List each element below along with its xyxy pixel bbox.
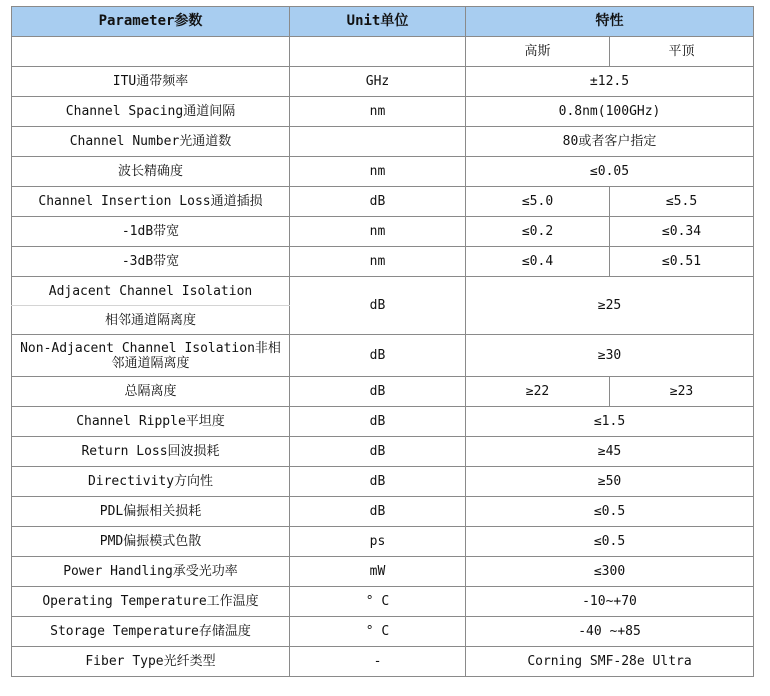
param-cell: Return Loss回波损耗: [12, 437, 290, 467]
unit-cell: nm: [290, 217, 466, 247]
table-row: [12, 247, 754, 277]
unit-cell: nm: [290, 157, 466, 187]
param-cell: PMD偏振模式色散: [12, 527, 290, 557]
table-row: [12, 187, 754, 217]
subheader-blank: [12, 37, 290, 67]
param-cell: Channel Insertion Loss通道插损: [12, 187, 290, 217]
param-cell: Operating Temperature工作温度: [12, 587, 290, 617]
subheader-blank: [290, 37, 466, 67]
value-cell: Corning SMF-28e Ultra: [466, 647, 754, 677]
table-row: [12, 467, 754, 497]
gaussian-value-cell: ≤5.0: [466, 187, 610, 217]
table-row: [12, 527, 754, 557]
value-cell: -10~+70: [466, 587, 754, 617]
unit-cell: dB: [290, 335, 466, 377]
table-row: [12, 587, 754, 617]
flattop-value-cell: ≤0.51: [610, 247, 754, 277]
table-row: [12, 407, 754, 437]
unit-cell: nm: [290, 247, 466, 277]
value-cell: 80或者客户指定: [466, 127, 754, 157]
param-cell: ITU通带频率: [12, 67, 290, 97]
param-cell: Adjacent Channel Isolation: [12, 277, 290, 306]
param-cell: Fiber Type光纤类型: [12, 647, 290, 677]
value-cell: ≤0.05: [466, 157, 754, 187]
flattop-value-cell: ≤5.5: [610, 187, 754, 217]
subheader-flattop: 平顶: [610, 37, 754, 67]
param-cell: Power Handling承受光功率: [12, 557, 290, 587]
param-cell: Directivity方向性: [12, 467, 290, 497]
unit-cell: nm: [290, 97, 466, 127]
unit-cell: dB: [290, 277, 466, 335]
value-cell: ≥45: [466, 437, 754, 467]
unit-cell: GHz: [290, 67, 466, 97]
subheader-gaussian: 高斯: [466, 37, 610, 67]
param-cell: -1dB带宽: [12, 217, 290, 247]
table-row: [12, 647, 754, 677]
subheader-row: [12, 37, 754, 67]
table-row: [12, 67, 754, 97]
spec-table: [11, 6, 754, 677]
value-cell: -40 ~+85: [466, 617, 754, 647]
unit-cell: [290, 127, 466, 157]
value-cell: ≤0.5: [466, 497, 754, 527]
unit-cell: dB: [290, 467, 466, 497]
table-row: [12, 557, 754, 587]
header-characteristic: 特性: [466, 7, 754, 37]
gaussian-value-cell: ≤0.2: [466, 217, 610, 247]
unit-cell: dB: [290, 497, 466, 527]
table-row: [12, 157, 754, 187]
value-cell: 0.8nm(100GHz): [466, 97, 754, 127]
value-cell: ≥30: [466, 335, 754, 377]
param-cell: Channel Number光通道数: [12, 127, 290, 157]
header-parameter: Parameter参数: [12, 7, 290, 37]
table-row: [12, 97, 754, 127]
flattop-value-cell: ≤0.34: [610, 217, 754, 247]
table-row: [12, 127, 754, 157]
unit-cell: dB: [290, 437, 466, 467]
param-cell: Non-Adjacent Channel Isolation非相邻通道隔离度: [12, 335, 290, 377]
table-row: [12, 617, 754, 647]
table-row: [12, 377, 754, 407]
unit-cell: mW: [290, 557, 466, 587]
header-row: [12, 7, 754, 37]
value-cell: ≥50: [466, 467, 754, 497]
unit-cell: dB: [290, 407, 466, 437]
unit-cell: dB: [290, 187, 466, 217]
header-unit: Unit单位: [290, 7, 466, 37]
param-cell: -3dB带宽: [12, 247, 290, 277]
value-cell: ≤300: [466, 557, 754, 587]
table-row: [12, 335, 754, 377]
value-cell: ≤1.5: [466, 407, 754, 437]
gaussian-value-cell: ≥22: [466, 377, 610, 407]
table-row: [12, 437, 754, 467]
unit-cell: ps: [290, 527, 466, 557]
unit-cell: dB: [290, 377, 466, 407]
param-cell: Channel Spacing通道间隔: [12, 97, 290, 127]
table-row: [12, 277, 754, 306]
table-row: [12, 217, 754, 247]
param-cell: Storage Temperature存储温度: [12, 617, 290, 647]
unit-cell: -: [290, 647, 466, 677]
param-cell: 波长精确度: [12, 157, 290, 187]
unit-cell: ° C: [290, 617, 466, 647]
param-cell: PDL偏振相关损耗: [12, 497, 290, 527]
param-cell: 总隔离度: [12, 377, 290, 407]
unit-cell: ° C: [290, 587, 466, 617]
param-cell: Channel Ripple平坦度: [12, 407, 290, 437]
value-cell: ≤0.5: [466, 527, 754, 557]
value-cell: ≥25: [466, 277, 754, 335]
flattop-value-cell: ≥23: [610, 377, 754, 407]
gaussian-value-cell: ≤0.4: [466, 247, 610, 277]
table-row: [12, 497, 754, 527]
value-cell: ±12.5: [466, 67, 754, 97]
param-cell-secondary: 相邻通道隔离度: [12, 306, 290, 335]
